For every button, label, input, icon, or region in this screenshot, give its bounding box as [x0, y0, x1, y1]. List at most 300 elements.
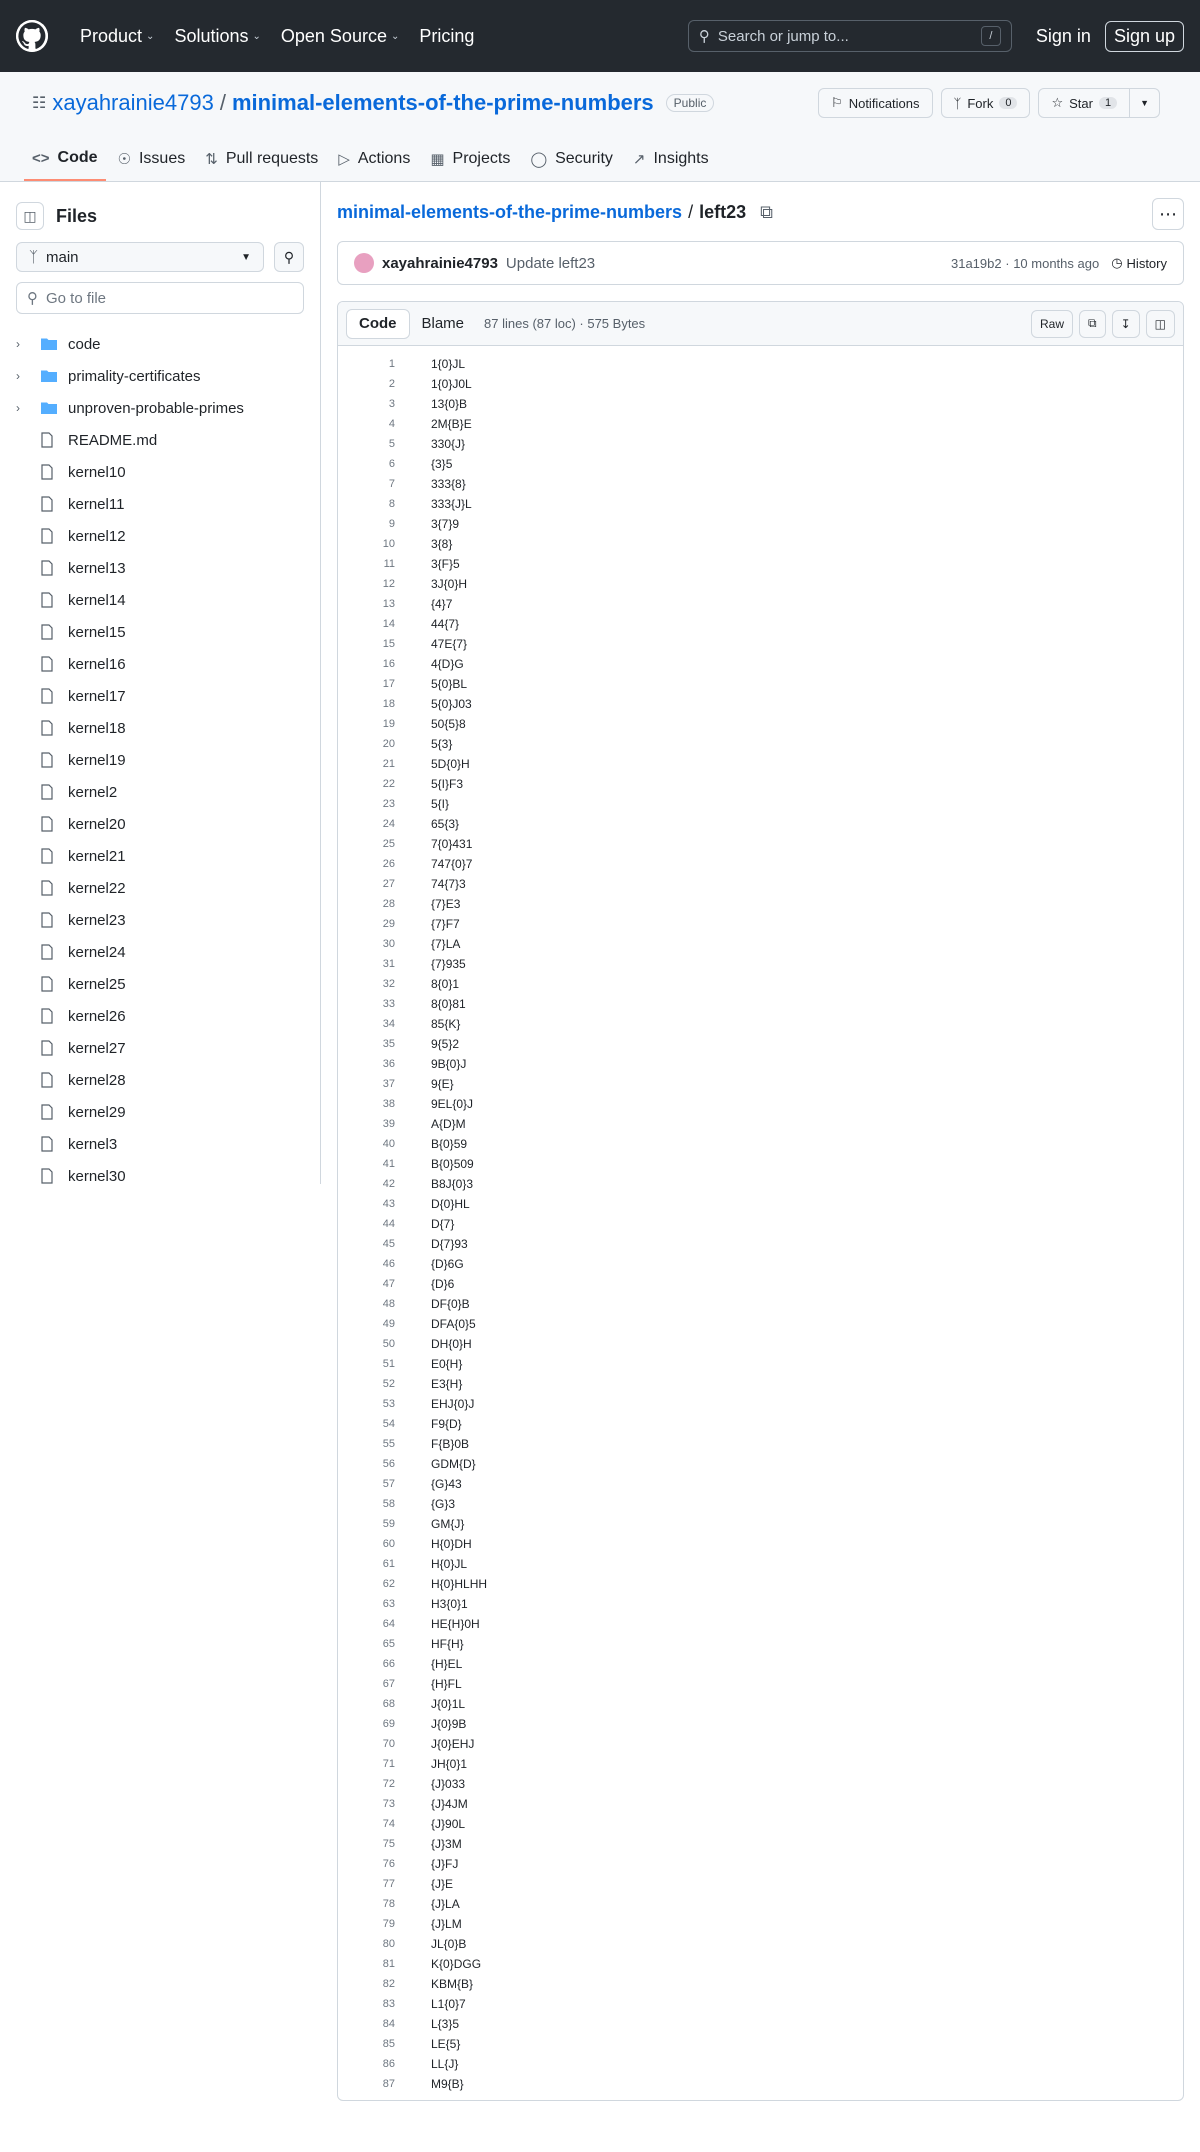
- tree-file-item[interactable]: [0, 616, 320, 648]
- line-number[interactable]: 80: [382, 1938, 395, 1950]
- line-number[interactable]: 71: [382, 1758, 395, 1770]
- line-number[interactable]: 68: [382, 1698, 395, 1710]
- file-viewer: [337, 301, 1184, 2101]
- line-text: 4{D}G: [431, 657, 464, 671]
- tree-folder-item[interactable]: [0, 392, 320, 424]
- code-line: [338, 1554, 1183, 1574]
- line-number[interactable]: 75: [382, 1838, 395, 1850]
- line-text: L{3}5: [431, 2017, 460, 2031]
- code-line: [338, 1314, 1183, 1334]
- fork-label: Fork: [967, 95, 994, 111]
- line-text: M9{B}: [431, 2077, 464, 2091]
- code-line: [338, 1454, 1183, 1474]
- search-icon: ⚲: [27, 290, 38, 307]
- code-line: [338, 1774, 1183, 1794]
- code-line: [338, 1974, 1183, 1994]
- line-number[interactable]: 67: [382, 1678, 395, 1690]
- line-number[interactable]: 21: [382, 758, 395, 770]
- star-dropdown-button[interactable]: [1130, 88, 1160, 118]
- line-number[interactable]: 77: [382, 1878, 395, 1890]
- line-number[interactable]: 69: [382, 1718, 395, 1730]
- tab-actions[interactable]: [330, 139, 418, 181]
- line-text: {7}LA: [431, 937, 461, 951]
- nav-product-label: Product: [80, 25, 143, 46]
- download-icon[interactable]: ↧: [1112, 310, 1140, 338]
- line-number[interactable]: 86: [382, 2058, 395, 2070]
- tree-file-item[interactable]: [0, 680, 320, 712]
- line-number[interactable]: 29: [382, 918, 395, 930]
- line-number[interactable]: 59: [382, 1518, 395, 1530]
- line-text: {J}033: [431, 1777, 466, 1791]
- sign-in-link[interactable]: Sign in: [1035, 25, 1091, 46]
- line-number[interactable]: 11: [383, 558, 395, 570]
- line-number[interactable]: 32: [382, 978, 395, 990]
- tree-item-label: kernel2: [68, 783, 118, 801]
- line-text: 1{0}JL: [431, 357, 466, 371]
- line-text: {G}43: [431, 1477, 462, 1491]
- line-number[interactable]: 2: [388, 378, 395, 390]
- line-number[interactable]: 30: [382, 938, 395, 950]
- line-number[interactable]: 8: [388, 498, 395, 510]
- notifications-button[interactable]: [818, 88, 932, 118]
- tree-item-label: kernel28: [68, 1071, 126, 1089]
- line-number[interactable]: 26: [382, 858, 395, 870]
- file-icon: [40, 880, 64, 896]
- code-line: [338, 1394, 1183, 1414]
- line-number[interactable]: 45: [382, 1238, 395, 1250]
- tree-file-item[interactable]: [0, 424, 320, 456]
- code-line: [338, 1754, 1183, 1774]
- code-line: [338, 1074, 1183, 1094]
- star-label: Star: [1069, 95, 1093, 111]
- chevron-right-icon: ›: [16, 337, 20, 351]
- code-line: [338, 1694, 1183, 1714]
- line-text: H{0}HLHH: [431, 1577, 488, 1591]
- tree-file-item[interactable]: [0, 712, 320, 744]
- fork-icon: ᛉ: [953, 95, 962, 111]
- fork-button[interactable]: [941, 88, 1031, 118]
- code-line: [338, 854, 1183, 874]
- tree-folder-item[interactable]: [0, 360, 320, 392]
- line-number[interactable]: 17: [382, 678, 395, 690]
- line-text: 3{8}: [431, 537, 453, 551]
- tree-file-item[interactable]: [0, 776, 320, 808]
- file-info: 87 lines (87 loc) · 575 Bytes: [484, 316, 646, 331]
- nav-pricing-label: Pricing: [419, 25, 475, 46]
- line-number[interactable]: 58: [382, 1498, 395, 1510]
- tab-security[interactable]: [522, 139, 621, 181]
- code-line: [338, 1094, 1183, 1114]
- line-number[interactable]: 28: [382, 898, 395, 910]
- search-shortcut-badge: /: [981, 26, 1001, 46]
- tree-file-item[interactable]: [0, 1128, 320, 1160]
- code-line: [338, 1854, 1183, 1874]
- line-text: KBM{B}: [431, 1977, 474, 1991]
- line-number[interactable]: 66: [382, 1658, 395, 1670]
- line-number[interactable]: 34: [382, 1018, 395, 1030]
- line-number[interactable]: 18: [382, 698, 395, 710]
- line-number[interactable]: 43: [382, 1198, 395, 1210]
- line-number[interactable]: 57: [382, 1478, 395, 1490]
- global-search-input[interactable]: [688, 20, 1012, 52]
- file-icon: [40, 976, 64, 992]
- go-to-file-input[interactable]: [16, 282, 304, 314]
- tree-file-item[interactable]: [0, 488, 320, 520]
- tree-file-item[interactable]: [0, 520, 320, 552]
- tree-folder-item[interactable]: [0, 328, 320, 360]
- line-text: {J}LA: [431, 1897, 460, 1911]
- line-number[interactable]: 49: [382, 1318, 395, 1330]
- line-text: DF{0}B: [431, 1297, 470, 1311]
- line-number[interactable]: 4: [388, 418, 395, 430]
- commit-author[interactable]: xayahrainie4793: [382, 254, 498, 272]
- file-icon: [40, 720, 64, 736]
- line-text: 9B{0}J: [431, 1057, 467, 1071]
- code-line: [338, 1494, 1183, 1514]
- file-icon: [40, 1072, 64, 1088]
- code-line: [338, 1234, 1183, 1254]
- code-line: [338, 1334, 1183, 1354]
- line-number[interactable]: 83: [382, 1998, 395, 2010]
- line-number[interactable]: 52: [382, 1378, 395, 1390]
- line-text: 13{0}B: [431, 397, 468, 411]
- tree-item-label: kernel3: [68, 1135, 118, 1153]
- code-line: [338, 1214, 1183, 1234]
- line-text: H{0}JL: [431, 1557, 468, 1571]
- tree-item-label: kernel17: [68, 687, 126, 705]
- line-number[interactable]: 87: [382, 2078, 395, 2090]
- chevron-right-icon: ›: [16, 401, 20, 415]
- line-number[interactable]: 33: [382, 998, 395, 1010]
- file-icon: [40, 1040, 64, 1056]
- line-number[interactable]: 5: [388, 438, 395, 450]
- sign-up-button[interactable]: Sign up: [1105, 21, 1184, 52]
- code-line: [338, 374, 1183, 394]
- tab-code[interactable]: [24, 139, 106, 181]
- tree-file-item[interactable]: [0, 1096, 320, 1128]
- line-number[interactable]: 70: [382, 1738, 395, 1750]
- line-text: B{0}59: [431, 1137, 468, 1151]
- line-number[interactable]: 65: [382, 1638, 395, 1650]
- fork-count: 0: [999, 97, 1017, 109]
- line-text: 3{7}9: [431, 517, 460, 531]
- line-number[interactable]: 37: [382, 1078, 395, 1090]
- code-line: [338, 1894, 1183, 1914]
- code-line: [338, 1794, 1183, 1814]
- code-line: [338, 994, 1183, 1014]
- code-line: [338, 594, 1183, 614]
- raw-button[interactable]: Raw: [1031, 310, 1073, 338]
- line-number[interactable]: 41: [382, 1158, 395, 1170]
- tree-file-item[interactable]: [0, 936, 320, 968]
- repo-title: [32, 90, 714, 116]
- line-text: H{0}DH: [431, 1537, 472, 1551]
- line-number[interactable]: 20: [382, 738, 395, 750]
- tab-label: Code: [57, 149, 98, 166]
- tree-item-label: kernel12: [68, 527, 126, 545]
- line-number[interactable]: 38: [382, 1098, 395, 1110]
- dot-separator: ·: [1005, 255, 1014, 271]
- code-line: [338, 794, 1183, 814]
- repo-name-link[interactable]: minimal-elements-of-the-prime-numbers: [231, 90, 654, 115]
- tab-insights[interactable]: [625, 139, 717, 181]
- tree-file-item[interactable]: [0, 840, 320, 872]
- file-icon: [40, 624, 64, 640]
- line-text: {D}6: [431, 1277, 455, 1291]
- star-button[interactable]: [1038, 88, 1130, 118]
- line-number[interactable]: 22: [382, 778, 395, 790]
- repo-owner-link[interactable]: xayahrainie4793: [52, 90, 214, 115]
- tree-item-label: code: [68, 335, 101, 353]
- tab-projects[interactable]: [422, 139, 518, 181]
- tree-file-item[interactable]: [0, 1000, 320, 1032]
- pull-request-icon: ⇅: [205, 151, 218, 168]
- line-number[interactable]: 84: [382, 2018, 395, 2030]
- nav-solutions[interactable]: [166, 20, 268, 53]
- line-number[interactable]: 56: [382, 1458, 395, 1470]
- line-number[interactable]: 3: [388, 398, 395, 410]
- line-number[interactable]: 36: [382, 1058, 395, 1070]
- code-line: [338, 1414, 1183, 1434]
- line-text: JL{0}B: [431, 1937, 467, 1951]
- line-text: {J}90L: [431, 1817, 466, 1831]
- folder-icon: [40, 336, 64, 352]
- code-line: [338, 1174, 1183, 1194]
- copy-icon[interactable]: ⧉: [760, 202, 773, 222]
- code-line: [338, 1374, 1183, 1394]
- tree-file-item[interactable]: [0, 552, 320, 584]
- line-number[interactable]: 62: [382, 1578, 395, 1590]
- line-number[interactable]: 13: [382, 598, 395, 610]
- line-number[interactable]: 76: [382, 1858, 395, 1870]
- nav-open-source-label: Open Source: [280, 25, 387, 46]
- tree-item-label: kernel16: [68, 655, 126, 673]
- global-header: [0, 0, 1200, 72]
- tree-file-item[interactable]: [0, 1064, 320, 1096]
- line-number[interactable]: 12: [382, 578, 395, 590]
- line-number[interactable]: 78: [382, 1898, 395, 1910]
- line-number[interactable]: 72: [382, 1778, 395, 1790]
- line-text: A{D}M: [431, 1117, 466, 1131]
- line-number[interactable]: 7: [388, 478, 395, 490]
- line-text: HE{H}0H: [431, 1617, 480, 1631]
- nav-pricing[interactable]: [411, 20, 482, 53]
- line-number[interactable]: 1: [388, 358, 395, 370]
- line-number[interactable]: 61: [382, 1558, 395, 1570]
- tree-item-label: kernel19: [68, 751, 126, 769]
- history-button[interactable]: [1111, 255, 1167, 271]
- line-number[interactable]: 53: [382, 1398, 395, 1410]
- file-icon: [40, 496, 64, 512]
- line-text: GDM{D}: [431, 1457, 476, 1471]
- notifications-label: Notifications: [848, 95, 920, 111]
- code-line: [338, 1994, 1183, 2014]
- line-text: 747{0}7: [431, 857, 473, 871]
- line-number[interactable]: 42: [382, 1178, 395, 1190]
- file-tree-sidebar: [0, 182, 321, 1184]
- line-number[interactable]: 23: [382, 798, 395, 810]
- branch-selector[interactable]: [16, 242, 264, 272]
- blame-view-button[interactable]: Blame: [421, 315, 465, 332]
- line-number[interactable]: 16: [382, 658, 395, 670]
- code-line: [338, 554, 1183, 574]
- line-number[interactable]: 48: [382, 1298, 395, 1310]
- tree-item-label: kernel26: [68, 1007, 126, 1025]
- line-number[interactable]: 35: [382, 1038, 395, 1050]
- line-text: HF{H}: [431, 1637, 464, 1651]
- bell-icon: ⚐: [831, 95, 843, 110]
- code-line: [338, 954, 1183, 974]
- line-text: GM{J}: [431, 1517, 465, 1531]
- tab-pull-requests[interactable]: [197, 139, 326, 181]
- line-number[interactable]: 50: [382, 1338, 395, 1350]
- latest-commit: [337, 241, 1184, 285]
- tab-label: Issues: [138, 150, 186, 167]
- file-icon: [40, 1008, 64, 1024]
- line-number[interactable]: 82: [382, 1978, 395, 1990]
- nav-product[interactable]: [72, 20, 162, 53]
- tree-file-item[interactable]: [0, 808, 320, 840]
- line-number[interactable]: 85: [382, 2038, 395, 2050]
- line-text: 3{F}5: [431, 557, 460, 571]
- line-text: J{0}9B: [431, 1717, 467, 1731]
- line-number[interactable]: 64: [382, 1618, 395, 1630]
- commit-meta: [951, 256, 1099, 271]
- line-number[interactable]: 27: [382, 878, 395, 890]
- tab-label: Actions: [357, 150, 411, 167]
- code-line: [338, 1874, 1183, 1894]
- line-number[interactable]: 54: [382, 1418, 395, 1430]
- code-line: [338, 1734, 1183, 1754]
- more-options-icon[interactable]: ⋯: [1152, 198, 1184, 230]
- code-view-button[interactable]: Code: [346, 309, 410, 339]
- line-number[interactable]: 6: [388, 458, 395, 470]
- copy-raw-icon[interactable]: ⧉: [1079, 310, 1106, 338]
- history-label: History: [1126, 255, 1167, 271]
- history-icon: ◷: [1111, 255, 1123, 270]
- line-text: LE{5}: [431, 2037, 461, 2051]
- tree-file-item[interactable]: [0, 584, 320, 616]
- line-text: 2M{B}E: [431, 417, 472, 431]
- code-line: [338, 2034, 1183, 2054]
- line-number[interactable]: 51: [382, 1358, 395, 1370]
- line-text: 5{I}: [431, 797, 450, 811]
- tree-file-item[interactable]: [0, 872, 320, 904]
- line-number[interactable]: 74: [382, 1818, 395, 1830]
- file-actions: [1031, 310, 1175, 338]
- line-number[interactable]: 15: [382, 638, 395, 650]
- star-count: 1: [1099, 97, 1117, 109]
- tree-file-item[interactable]: [0, 1160, 320, 1184]
- code-line: [338, 774, 1183, 794]
- line-text: 5{0}J03: [431, 697, 472, 711]
- tree-item-label: kernel27: [68, 1039, 126, 1057]
- line-text: {J}E: [431, 1877, 454, 1891]
- commit-hash[interactable]: 31a19b2: [950, 255, 1002, 271]
- code-line: [338, 634, 1183, 654]
- line-number[interactable]: 81: [382, 1958, 395, 1970]
- tab-label: Projects: [452, 150, 511, 167]
- tree-file-item[interactable]: [0, 744, 320, 776]
- code-line: [338, 1294, 1183, 1314]
- line-number[interactable]: 14: [382, 618, 395, 630]
- github-logo-icon[interactable]: [16, 20, 48, 52]
- tab-label: Pull requests: [225, 150, 319, 167]
- sidebar-title: Files: [56, 205, 98, 226]
- line-text: {4}7: [431, 597, 453, 611]
- breadcrumb-repo-link[interactable]: minimal-elements-of-the-prime-numbers: [337, 202, 683, 222]
- line-number[interactable]: 73: [382, 1798, 395, 1810]
- line-number[interactable]: 9: [388, 518, 395, 530]
- line-number[interactable]: 19: [382, 718, 395, 730]
- file-icon: [40, 688, 64, 704]
- nav-open-source[interactable]: [273, 20, 407, 53]
- line-text: {7}F7: [431, 917, 460, 931]
- sidebar-collapse-icon[interactable]: ◫: [16, 202, 44, 230]
- line-number[interactable]: 60: [382, 1538, 395, 1550]
- code-line: [338, 1594, 1183, 1614]
- tree-item-label: kernel30: [68, 1167, 126, 1184]
- line-number[interactable]: 79: [382, 1918, 395, 1930]
- code-line: [338, 914, 1183, 934]
- code-line: [338, 714, 1183, 734]
- graph-icon: ↗: [632, 151, 646, 168]
- code-line: [338, 574, 1183, 594]
- line-text: {D}6G: [431, 1257, 464, 1271]
- search-placeholder: Search or jump to...: [717, 27, 849, 45]
- line-number[interactable]: 40: [382, 1138, 395, 1150]
- tree-file-item[interactable]: [0, 648, 320, 680]
- tree-file-item[interactable]: [0, 456, 320, 488]
- chevron-down-icon: ⌄: [390, 30, 400, 42]
- line-number[interactable]: 46: [382, 1258, 395, 1270]
- line-text: 5{3}: [431, 737, 453, 751]
- global-nav: [72, 20, 482, 53]
- code-line: [338, 694, 1183, 714]
- line-number[interactable]: 47: [382, 1278, 395, 1290]
- line-text: 5{0}BL: [431, 677, 468, 691]
- commit-message[interactable]: Update left23: [505, 254, 596, 272]
- code-line: [338, 394, 1183, 414]
- line-number[interactable]: 24: [382, 818, 395, 830]
- line-number[interactable]: 25: [382, 838, 395, 850]
- line-number[interactable]: 10: [382, 538, 395, 550]
- star-group: [1038, 88, 1160, 118]
- tree-file-item[interactable]: [0, 968, 320, 1000]
- file-icon: [40, 816, 64, 832]
- tree-item-label: unproven-probable-primes: [68, 399, 244, 417]
- file-icon: [40, 1136, 64, 1152]
- tree-item-label: kernel13: [68, 559, 126, 577]
- tab-label: Security: [555, 150, 613, 167]
- line-number[interactable]: 55: [382, 1438, 395, 1450]
- symbols-panel-icon[interactable]: ◫: [1146, 310, 1175, 338]
- line-number[interactable]: 63: [382, 1598, 395, 1610]
- search-icon[interactable]: ⚲: [274, 242, 304, 272]
- line-number[interactable]: 31: [382, 958, 395, 970]
- line-text: {J}FJ: [431, 1857, 459, 1871]
- play-icon: ▷: [338, 151, 350, 168]
- avatar[interactable]: [354, 253, 374, 273]
- tab-issues[interactable]: [110, 139, 194, 181]
- line-number[interactable]: 44: [382, 1218, 395, 1230]
- issue-icon: ☉: [117, 151, 131, 168]
- code-line: [338, 1814, 1183, 1834]
- line-text: J{0}1L: [431, 1697, 466, 1711]
- tree-file-item[interactable]: [0, 1032, 320, 1064]
- line-number[interactable]: 39: [382, 1118, 395, 1130]
- tree-file-item[interactable]: [0, 904, 320, 936]
